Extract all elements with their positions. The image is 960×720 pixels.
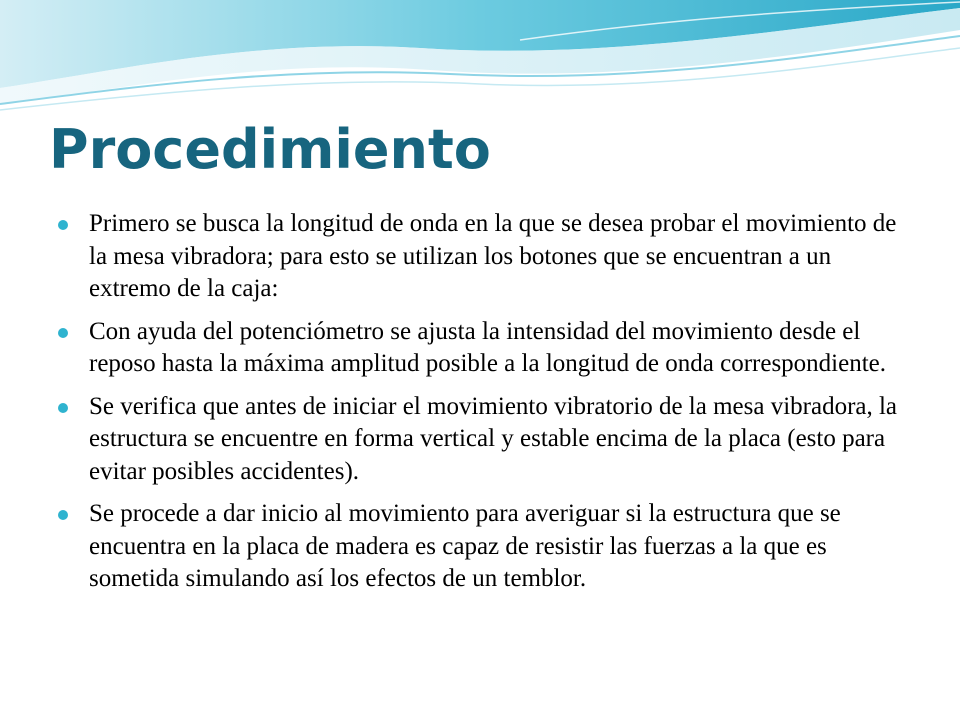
bullet-text: Primero se busca la longitud de onda en la que se desea probar el movimiento de la mesa vibradora; para esto se utilizan los botones que se encuentran a un extremo de la caja: xyxy=(89,210,897,302)
bullet-dot-icon xyxy=(58,220,68,230)
bullet-text: Se procede a dar inicio al movimiento para averiguar si la estructura que se encuentra en la placa de madera es capaz de resistir las fuerzas a la que es sometida simulando así los efectos de un temblor. xyxy=(89,500,841,592)
slide-title: Procedimiento xyxy=(49,118,491,181)
bullet-dot-icon xyxy=(58,328,68,338)
bullet-dot-icon xyxy=(58,510,68,520)
bullet-text: Se verifica que antes de iniciar el movimiento vibratorio de la mesa vibradora, la estructura se encuentre en forma vertical y estable encima de la placa (esto para evitar posibles accidentes). xyxy=(89,392,898,485)
bullet-item xyxy=(58,316,898,381)
bullet-item xyxy=(58,208,898,306)
bullet-list xyxy=(58,208,898,606)
bullet-item xyxy=(58,391,898,489)
bullet-text: Con ayuda del potenciómetro se ajusta la intensidad del movimiento desde el reposo hasta la máxima amplitud posible a la longitud de onda correspondiente. xyxy=(89,317,887,377)
bullet-dot-icon xyxy=(58,403,68,413)
wave-header-decoration xyxy=(0,0,960,120)
bullet-item xyxy=(58,498,898,596)
